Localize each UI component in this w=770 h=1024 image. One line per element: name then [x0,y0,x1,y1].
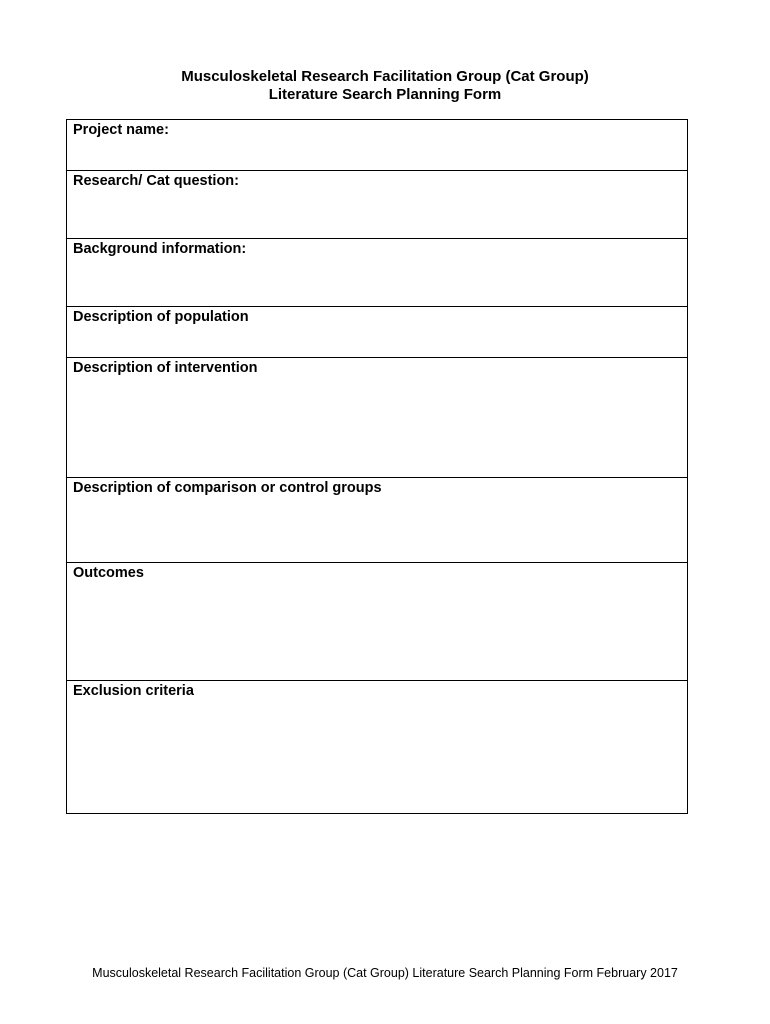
form-title: Musculoskeletal Research Facilitation Group (Cat Group) [181,68,589,85]
exclusion-criteria-label: Exclusion criteria [73,683,194,699]
project-name-label: Project name: [73,122,169,138]
planning-form-table [66,119,688,814]
exclusion-criteria-field[interactable] [67,681,687,813]
research-question-label: Research/ Cat question: [73,173,239,189]
outcomes-label: Outcomes [73,565,144,581]
comparison-groups-label: Description of comparison or control groups [73,480,382,496]
population-description-label: Description of population [73,309,249,325]
population-description-field[interactable] [67,307,687,358]
project-name-field[interactable] [67,120,687,171]
outcomes-field[interactable] [67,563,687,681]
research-question-field[interactable] [67,171,687,239]
intervention-description-field[interactable] [67,358,687,478]
form-subtitle: Literature Search Planning Form [268,86,502,103]
background-information-field[interactable] [67,239,687,307]
intervention-description-label: Description of intervention [73,360,258,376]
comparison-groups-field[interactable] [67,478,687,563]
page-footer: Musculoskeletal Research Facilitation Group (Cat Group) Literature Search Planning Form February 2017 [92,966,678,980]
background-information-label: Background information: [73,241,247,257]
